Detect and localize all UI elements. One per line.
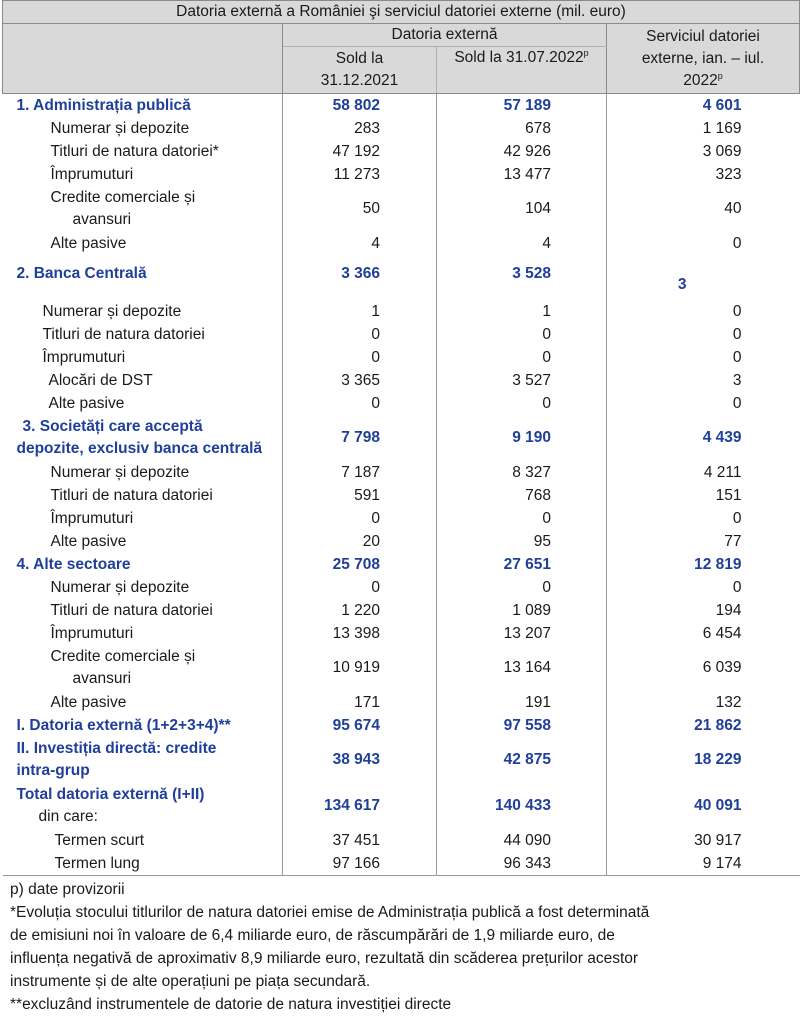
row-label: Titluri de natura datoriei* xyxy=(50,142,219,160)
value-2021: 10 919 xyxy=(283,645,437,691)
value-2021: 47 192 xyxy=(283,140,437,163)
value-service: 0 xyxy=(607,507,800,530)
value-service: 4 211 xyxy=(607,461,800,484)
row-label: Titluri de natura datoriei xyxy=(50,486,213,504)
value-service: 77 xyxy=(607,530,800,553)
header-empty-cell xyxy=(3,24,283,94)
value-service: 151 xyxy=(607,484,800,507)
section-label xyxy=(3,783,283,829)
value-2021: 283 xyxy=(283,117,437,140)
value-service: 0 xyxy=(607,392,800,415)
row-label: Alte pasive xyxy=(50,532,127,550)
value-2022: 44 090 xyxy=(437,829,607,852)
value-service: 0 xyxy=(607,300,800,323)
row-label: Numerar și depozite xyxy=(42,302,182,320)
row-label: Alocări de DST xyxy=(48,371,153,389)
value-2022: 0 xyxy=(437,346,607,369)
value-2021: 7 187 xyxy=(283,461,437,484)
value-2021: 3 366 xyxy=(283,255,437,300)
value-2021: 50 xyxy=(283,186,437,232)
value-2021: 20 xyxy=(283,530,437,553)
value-2022: 191 xyxy=(437,691,607,714)
value-2022: 4 xyxy=(437,232,607,255)
footnote-line: influența negativă de aproximativ 8,9 miliarde euro, rezultată din scăderea prețurilor acestor xyxy=(10,950,639,967)
value-service: 0 xyxy=(607,346,800,369)
row-label: Împrumuturi xyxy=(50,509,134,527)
section-row xyxy=(3,415,800,461)
footnote-excluding: **excluzând instrumentele de datorie de natura investiției directe xyxy=(10,996,452,1013)
section-label-line1: Total datoria externă (I+II) xyxy=(16,786,205,803)
row-label xyxy=(3,645,283,691)
header-balance-2021-line2: 31.12.2021 xyxy=(320,72,399,89)
value-service: 132 xyxy=(607,691,800,714)
table-row xyxy=(3,599,800,622)
value-service: 0 xyxy=(607,576,800,599)
value-service: 6 454 xyxy=(607,622,800,645)
value-2021: 0 xyxy=(283,346,437,369)
value-service: 30 917 xyxy=(607,829,800,852)
value-2022: 42 926 xyxy=(437,140,607,163)
table-row xyxy=(3,576,800,599)
value-2022: 42 875 xyxy=(437,737,607,783)
value-2021: 38 943 xyxy=(283,737,437,783)
value-2022: 1 xyxy=(437,300,607,323)
footnote-provisional: p) date provizorii xyxy=(10,881,125,898)
table-row xyxy=(3,622,800,645)
value-2022: 13 207 xyxy=(437,622,607,645)
header-balance-2022-sup: p xyxy=(583,47,589,58)
row-label-line1: Credite comerciale și xyxy=(50,648,196,665)
header-balance-2021 xyxy=(283,47,437,94)
section-label xyxy=(3,737,283,783)
row-label: Alte pasive xyxy=(48,394,125,412)
value-2021: 11 273 xyxy=(283,163,437,186)
value-service: 194 xyxy=(607,599,800,622)
footnote-line: instrumente și de alte operațiuni pe piața secundară. xyxy=(10,973,371,990)
value-2021: 1 xyxy=(283,300,437,323)
grand-total-row xyxy=(3,783,800,829)
value-2022: 8 327 xyxy=(437,461,607,484)
value-2021: 0 xyxy=(283,576,437,599)
row-label: Împrumuturi xyxy=(50,624,134,642)
value-service: 4 601 xyxy=(607,94,800,118)
value-2022: 3 528 xyxy=(437,255,607,300)
value-2022: 95 xyxy=(437,530,607,553)
table-row xyxy=(3,691,800,714)
value-2022: 9 190 xyxy=(437,415,607,461)
value-2021: 7 798 xyxy=(283,415,437,461)
row-label: Numerar și depozite xyxy=(50,578,190,596)
header-balance-2022 xyxy=(437,47,607,94)
row-label: Alte pasive xyxy=(50,693,127,711)
row-label: Termen scurt xyxy=(54,831,145,849)
value-2021: 0 xyxy=(283,507,437,530)
value-2021: 4 xyxy=(283,232,437,255)
header-row-group xyxy=(3,24,800,47)
row-label: Titluri de natura datoriei xyxy=(50,601,213,619)
section-label-line1: 3. Societăți care acceptă xyxy=(22,418,203,435)
value-2021: 171 xyxy=(283,691,437,714)
value-2021: 58 802 xyxy=(283,94,437,118)
footnote-line: *Evoluția stocului titlurilor de natura datoriei emise de Administrația publică a fost determinată xyxy=(10,904,650,921)
value-2022: 96 343 xyxy=(437,852,607,876)
table-row xyxy=(3,530,800,553)
value-service: 40 xyxy=(607,186,800,232)
table-row xyxy=(3,392,800,415)
section-label-line2: depozite, exclusiv banca centrală xyxy=(16,440,263,457)
footnote-line: de emisiuni noi în valoare de 6,4 miliarde euro, de răscumpărări de 1,9 miliarde euro, de xyxy=(10,927,615,944)
value-2022: 97 558 xyxy=(437,714,607,737)
value-2021: 37 451 xyxy=(283,829,437,852)
value-2022: 13 477 xyxy=(437,163,607,186)
row-label-line1: Credite comerciale și xyxy=(50,189,196,206)
section-label: 2. Banca Centrală xyxy=(16,265,147,282)
table-row xyxy=(3,163,800,186)
row-label-line2: avansuri xyxy=(72,670,132,687)
section-label xyxy=(3,415,283,461)
section-row xyxy=(3,553,800,576)
section-label-line1: II. Investiția directă: credite xyxy=(16,740,217,757)
value-2022: 678 xyxy=(437,117,607,140)
table-row xyxy=(3,117,800,140)
value-2021: 591 xyxy=(283,484,437,507)
row-label: Termen lung xyxy=(3,852,283,876)
value-2021: 134 617 xyxy=(283,783,437,829)
value-service: 3 069 xyxy=(607,140,800,163)
header-debt-service-line3: 2022 xyxy=(683,71,718,89)
table-row xyxy=(3,323,800,346)
total-row-external-debt xyxy=(3,714,800,737)
table-row xyxy=(3,645,800,691)
section-label-line2: intra-grup xyxy=(16,762,90,779)
row-label: Împrumuturi xyxy=(50,165,134,183)
value-2021: 25 708 xyxy=(283,553,437,576)
row-label xyxy=(3,186,283,232)
value-service: 3 xyxy=(607,369,800,392)
value-2022: 768 xyxy=(437,484,607,507)
value-2022: 104 xyxy=(437,186,607,232)
footnotes xyxy=(10,878,800,1016)
section-label-line2: din care: xyxy=(38,808,98,825)
total-row-direct-investment xyxy=(3,737,800,783)
header-balance-2022-label: Sold la 31.07.2022 xyxy=(454,49,584,66)
value-service: 4 439 xyxy=(607,415,800,461)
table-row xyxy=(3,232,800,255)
value-service: 1 169 xyxy=(607,117,800,140)
header-debt-service-line1: Serviciul datoriei xyxy=(646,27,760,45)
value-service: 9 174 xyxy=(607,852,800,876)
header-balance-2021-line1: Sold la xyxy=(335,50,384,67)
value-service: 6 039 xyxy=(607,645,800,691)
section-label: 1. Administrația publică xyxy=(16,96,191,114)
external-debt-table xyxy=(2,0,800,876)
table-row xyxy=(3,507,800,530)
row-label-line2: avansuri xyxy=(72,211,132,228)
row-label: Numerar și depozite xyxy=(50,119,190,137)
value-2021: 3 365 xyxy=(283,369,437,392)
value-service: 3 xyxy=(607,255,800,300)
table-row xyxy=(3,346,800,369)
value-2022: 0 xyxy=(437,392,607,415)
value-2022: 3 527 xyxy=(437,369,607,392)
value-service: 12 819 xyxy=(607,553,800,576)
value-2022: 57 189 xyxy=(437,94,607,118)
value-2021: 0 xyxy=(283,323,437,346)
value-service: 0 xyxy=(607,232,800,255)
value-service: 21 862 xyxy=(607,714,800,737)
table-title: Datoria externă a României şi serviciul datoriei externe (mil. euro) xyxy=(3,1,800,24)
table-row xyxy=(3,186,800,232)
value-2022: 140 433 xyxy=(437,783,607,829)
value-2021: 0 xyxy=(283,392,437,415)
table-row xyxy=(3,484,800,507)
table-row xyxy=(3,369,800,392)
value-service: 0 xyxy=(607,323,800,346)
table-row xyxy=(3,852,800,876)
value-2022: 0 xyxy=(437,323,607,346)
header-debt-service xyxy=(607,24,800,94)
value-2022: 27 651 xyxy=(437,553,607,576)
header-debt-service-sup: p xyxy=(717,70,723,81)
value-service: 323 xyxy=(607,163,800,186)
value-service: 40 091 xyxy=(607,783,800,829)
section-row xyxy=(3,94,800,118)
value-2021: 97 166 xyxy=(283,852,437,876)
table-row xyxy=(3,300,800,323)
header-group-external-debt: Datoria externă xyxy=(283,24,607,47)
header-debt-service-line2: externe, ian. – iul. xyxy=(641,49,765,67)
value-2022: 0 xyxy=(437,576,607,599)
table-row xyxy=(3,829,800,852)
row-label: Alte pasive xyxy=(50,234,127,252)
table-row xyxy=(3,140,800,163)
value-2021: 95 674 xyxy=(283,714,437,737)
table-title-row xyxy=(3,1,800,24)
section-row xyxy=(3,255,800,300)
value-2022: 1 089 xyxy=(437,599,607,622)
value-2022: 13 164 xyxy=(437,645,607,691)
section-label: 4. Alte sectoare xyxy=(16,555,131,573)
table-row xyxy=(3,461,800,484)
value-2021: 13 398 xyxy=(283,622,437,645)
row-label: Numerar și depozite xyxy=(50,463,190,481)
row-label: Împrumuturi xyxy=(42,348,126,366)
section-label: I. Datoria externă (1+2+3+4)** xyxy=(16,716,231,734)
value-2021: 1 220 xyxy=(283,599,437,622)
row-label: Titluri de natura datoriei xyxy=(42,325,205,343)
value-service: 18 229 xyxy=(607,737,800,783)
value-2022: 0 xyxy=(437,507,607,530)
